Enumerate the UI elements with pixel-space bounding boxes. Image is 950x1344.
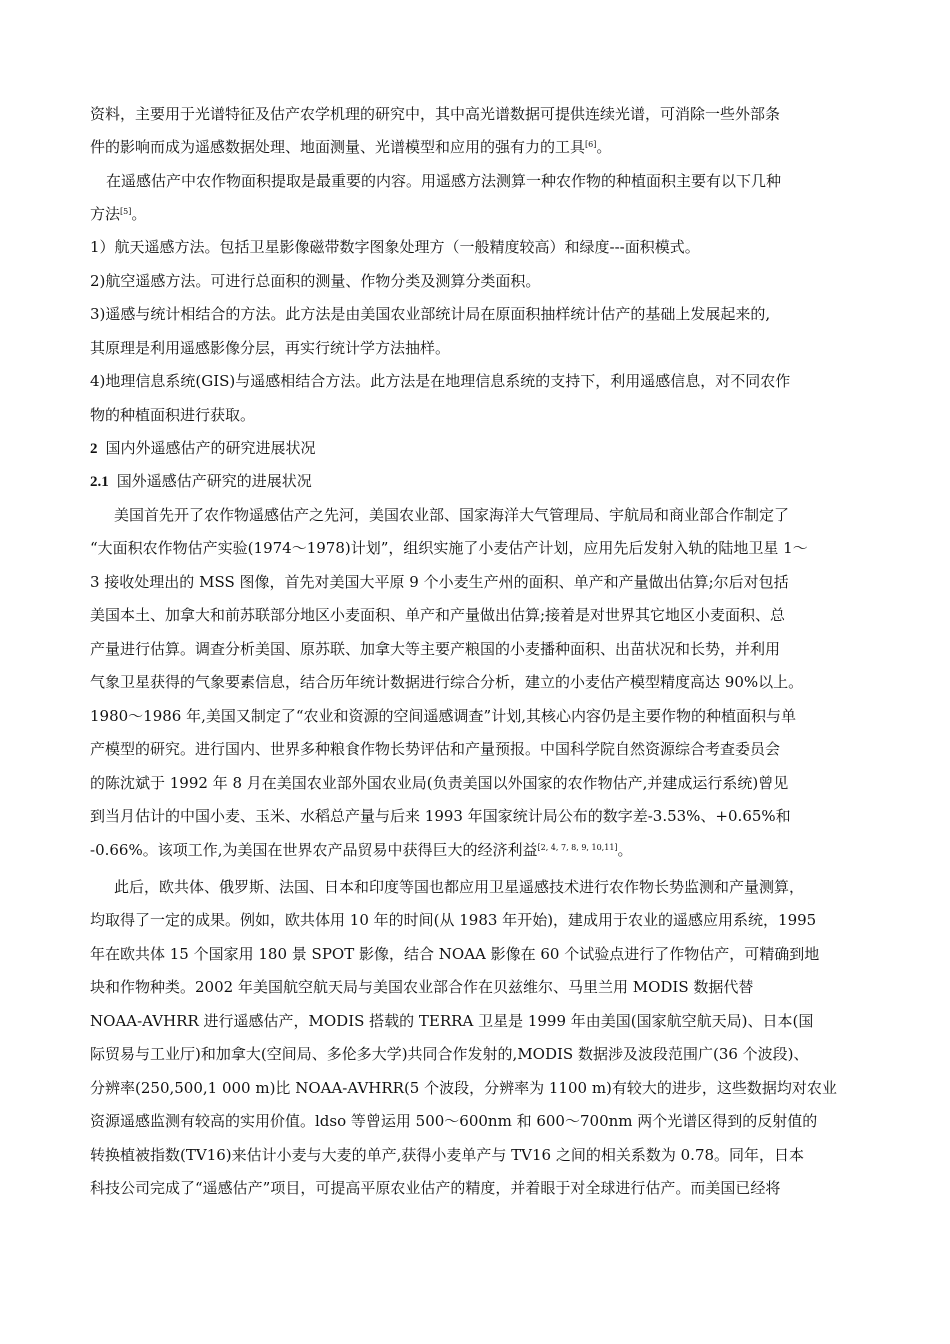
text-span: 。: [596, 138, 612, 156]
text-span: 。: [617, 841, 633, 859]
text-span: 件的影响而成为遥感数据处理、地面测量、光谱模型和应用的强有力的工具: [90, 138, 586, 156]
list-item: 4)地理信息系统(GIS)与遥感相结合方法。此方法是在地理信息系统的支持下，利用遥感信息，对不同农作: [90, 372, 791, 390]
paragraph-line: 转换植被指数(TV16)来估计小麦与大麦的单产,获得小麦单产与 TV16 之间的相关系数为 0.78。同年，日本: [90, 1146, 805, 1164]
paragraph-line: 资料，主要用于光谱特征及估产农学机理的研究中，其中高光谱数据可提供连续光谱，可消除一些外部条: [90, 105, 781, 123]
list-item: 1）航天遥感方法。包括卫星影像磁带数字图象处理方（一般精度较高）和绿度---面积模式。: [90, 238, 700, 256]
paragraph-line: 际贸易与工业厅)和加拿大(空间局、多伦多大学)共同合作发射的,MODIS 数据涉及波段范围广(36 个波段)、: [90, 1045, 809, 1063]
list-item: 3)遥感与统计相结合的方法。此方法是由美国农业部统计局在原面积抽样统计估产的基础上发展起来的,: [90, 305, 771, 323]
subsection-number: 2.1: [90, 474, 109, 490]
list-item: 2)航空遥感方法。可进行总面积的测量、作物分类及测算分类面积。: [90, 272, 541, 290]
paragraph-line: 在遥感估产中农作物面积提取是最重要的内容。用遥感方法测算一种农作物的种植面积主要有以下几种: [106, 172, 782, 190]
paragraph-line: 3 接收处理出的 MSS 图像，首先对美国大平原 9 个小麦生产州的面积、单产和产量做出估算;尔后对包括: [90, 573, 789, 591]
list-item: 物的种植面积进行获取。: [90, 406, 256, 424]
paragraph-line: 此后，欧共体、俄罗斯、法国、日本和印度等国也都应用卫星遥感技术进行农作物长势监测和产量测算，: [114, 878, 805, 896]
paragraph-line: 分辨率(250,500,1 000 m)比 NOAA-AVHRR(5 个波段，分辨率为 1100 m)有较大的进步，这些数据均对农业: [90, 1079, 837, 1097]
paragraph-line: 1980～1986 年,美国又制定了“农业和资源的空间遥感调查”计划,其核心内容仍是主要作物的种植面积与单: [90, 707, 796, 725]
paragraph-line: 产量进行估算。调查分析美国、原苏联、加拿大等主要产粮国的小麦播种面积、出苗状况和长势，并利用: [90, 640, 781, 658]
subsection-heading: [90, 470, 860, 492]
paragraph-line: 美国本土、加拿大和前苏联部分地区小麦面积、单产和产量做出估算;接着是对世界其它地区小麦面积、总: [90, 606, 786, 624]
paragraph-line: [90, 203, 860, 225]
paragraph-line: NOAA-AVHRR 进行遥感估产，MODIS 搭载的 TERRA 卫星是 1999 年由美国(国家航空航天局)、日本(国: [90, 1012, 814, 1030]
paragraph-line: [90, 136, 860, 158]
paragraph-line: 美国首先开了农作物遥感估产之先河，美国农业部、国家海洋大气管理局、宇航局和商业部合作制定了: [114, 506, 790, 524]
paragraph-line: “大面积农作物估产实验(1974～1978)计划”，组织实施了小麦估产计划，应用先后发射入轨的陆地卫星 1～: [90, 539, 808, 557]
paragraph-line: 块和作物种类。2002 年美国航空航天局与美国农业部合作在贝兹维尔、马里兰用 MODIS 数据代替: [90, 978, 754, 996]
paragraph-line: 资源遥感监测有较高的实用价值。ldso 等曾运用 500～600nm 和 600～700nm 两个光谱区得到的反射值的: [90, 1112, 818, 1130]
paragraph-line: 气象卫星获得的气象要素信息，结合历年统计数据进行综合分析，建立的小麦估产模型精度高达 90%以上。: [90, 673, 804, 691]
section-number: 2: [90, 441, 98, 457]
citation-ref: [6]: [585, 140, 597, 149]
paragraph-line: 年在欧共体 15 个国家用 180 景 SPOT 影像，结合 NOAA 影像在 60 个试验点进行了作物估产，可精确到地: [90, 945, 820, 963]
list-item: 其原理是利用遥感影像分层，再实行统计学方法抽样。: [90, 339, 451, 357]
paragraph-line: 均取得了一定的成果。例如，欧共体用 10 年的时间(从 1983 年开始)，建成用于农业的遥感应用系统，1995: [90, 911, 817, 929]
subsection-title: 国外遥感估产研究的进展状况: [116, 472, 312, 490]
section-heading: [90, 437, 860, 459]
text-span: -0.66%。该项工作,为美国在世界农产品贸易中获得巨大的经济利益: [90, 841, 538, 859]
section-title: 国内外遥感估产的研究进展状况: [105, 439, 316, 457]
paragraph-line: [90, 839, 860, 861]
paragraph-line: 的陈沈斌于 1992 年 8 月在美国农业部外国农业局(负责美国以外国家的农作物估产,并建成运行系统)曾见: [90, 774, 789, 792]
paragraph-line: 产模型的研究。进行国内、世界多种粮食作物长势评估和产量预报。中国科学院自然资源综合考查委员会: [90, 740, 781, 758]
paragraph-line: 到当月估计的中国小麦、玉米、水稻总产量与后来 1993 年国家统计局公布的数字差-3.53%、+0.65%和: [90, 807, 791, 825]
paragraph-line: 科技公司完成了“遥感估产”项目，可提高平原农业估产的精度，并着眼于对全球进行估产。而美国已经将: [90, 1179, 781, 1197]
citation-ref: [2, 4, 7, 8, 9, 10,11]: [537, 843, 618, 852]
citation-ref: [5]: [120, 207, 132, 216]
text-span: 。: [131, 205, 147, 223]
text-span: 方法: [90, 205, 121, 223]
